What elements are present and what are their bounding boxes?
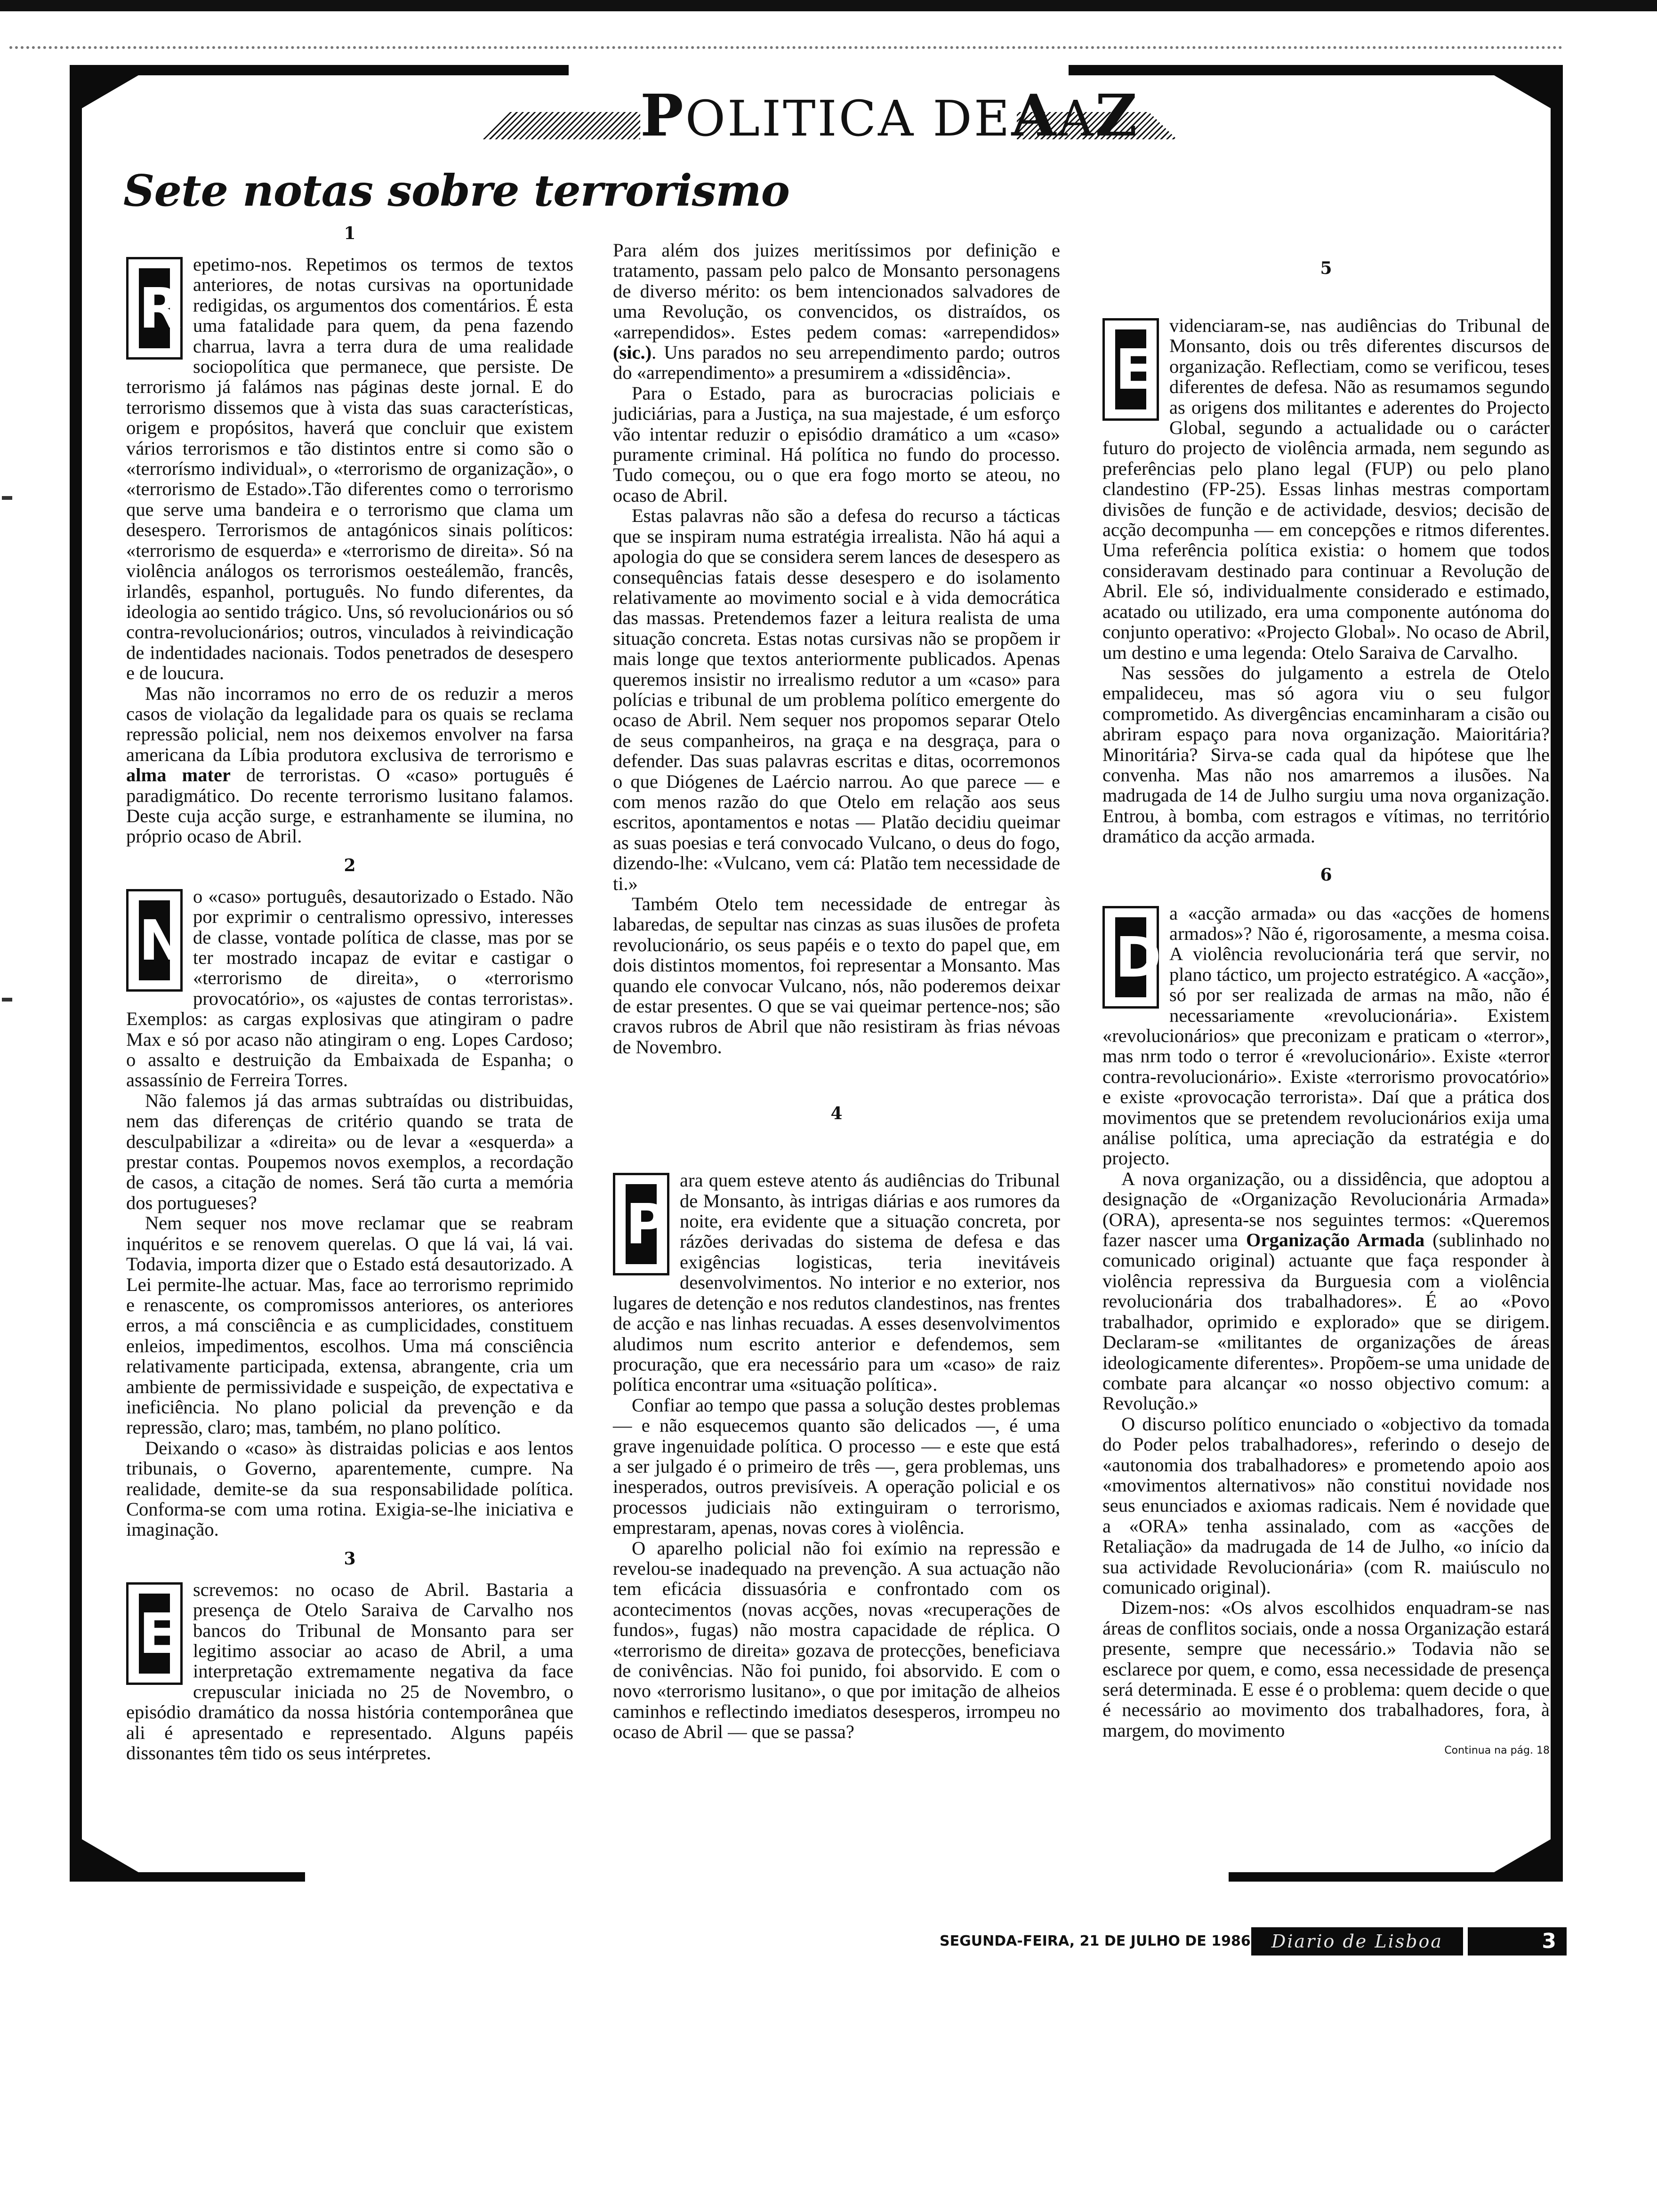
drop-cap-letter: E	[139, 1594, 170, 1674]
paragraph-text: de terroristas. O «caso» português é paradigmático. Do recente terrorismo lusitano falamos. Deste cuja acção surge, e estranhamente se ilumina, no próprio ocaso de Abril.	[126, 764, 573, 847]
drop-cap-letter: R	[139, 268, 170, 348]
frame-top-right-bar	[1069, 65, 1563, 75]
newspaper-name: Diario de Lisboa	[1251, 1927, 1463, 1956]
frame-bottom-right-bar	[1229, 1872, 1563, 1882]
paragraph-text: A nova organização, ou a dissidência, que adoptou a designação de «Organização Revolucionária Armada» (ORA), apresenta-se nos seguintes termos: «Queremos fazer nascer uma	[1102, 1168, 1550, 1251]
frame-corner-triangle	[82, 75, 138, 108]
paragraph: O discurso político enunciado o «objectivo da tomada do Poder pelos trabalhadores», referindo o desejo de «autonomia dos trabalhadores» e prometendo apoio aos «movimentos alternativos» não constitui novidade nos seus enunciados e axiomas radicais. Nem é novidade que a «ORA» tenha assinalado, com as «acções de Retaliação» da madrugada de 14 de Julho, «o início da sua actividade Revolucionária» (com R. maiúsculo no comunicado original).	[1102, 1413, 1550, 1598]
paragraph	[126, 1579, 573, 1763]
emphasis-text: (sic.)	[613, 342, 652, 363]
frame-top-left-bar	[70, 65, 569, 75]
frame-right-bar	[1551, 66, 1563, 1873]
paragraph: Para o Estado, para as burocracias policiais e judiciárias, para a Justiça, na sua majestade, é um esforço vão intentar reduzir o episódio dramático a um «caso» puramente criminal. Há política no fundo do processo. Tudo começou, ou o que era fogo morto se ateou, no ocaso de Abril.	[613, 382, 1060, 506]
paragraph: Estas palavras não são a defesa do recurso a tácticas que se inspiram numa estratégia irrealista. Não há aqui a apologia do que se considera serem lances de desespero as consequências fatais desse desespero e do isolamento relativamente ao movimento social e à vida democrática das massas. Pretendemos fazer a leitura realista de uma situação concreta. Estas notas cursivas não se propõem ir mais longe que textos anteriormente publicados. Apenas queremos insistir no irrealismo redutor a um «caso» para polícias e tribunal de um problema político emergente do ocaso de Abril. Nem sequer nos propomos separar Otelo de seus companheiros, na graça e na desgraça, para o defender. Das suas palavras escritas e ditas, ocorremonos o que Diógenes de Laércio narrou. Ao que parece — e com menos razão do que Otelo em relação aos seus escritos, apontamentos e notas — Platão decidiu queimar as suas poesias e terá convocado Vulcano, o deus do fogo, dizendo-lhe: «Vulcano, vem cá: Platão tem necessidade de ti.»	[613, 505, 1060, 894]
paragraph	[613, 240, 1060, 383]
text-column-1	[126, 224, 573, 1764]
paragraph	[613, 1170, 1060, 1395]
drop-cap	[1102, 318, 1159, 421]
drop-cap-letter: N	[139, 900, 170, 980]
paragraph-text: screvemos: no ocaso de Abril. Bastaria a presença de Otelo Saraiva de Carvalho nos bancos do Tribunal de Monsanto para ser legitimo associar ao acaso de Abril, a uma interpretação extremamente negativa da face crepuscular iniciada no 25 de Novembro, o episódio dramático da nossa história contemporânea que ali é apresentado e representado. Alguns papéis dissonantes têm tido os seus intérpretes.	[126, 1579, 573, 1764]
paragraph: Deixando o «caso» às distraidas policias e aos lentos tribunais, o Governo, aparentemente, cumpre. Na realidade, demite-se da sua responsabilidade política. Conforma-se com uma rotina. Exigia-se-lhe iniciativa e imaginação.	[126, 1437, 573, 1540]
top-scan-border	[0, 0, 1657, 11]
paragraph: Não falemos já das armas subtraídas ou distribuidas, nem das diferenças de critério quando se trata de desculpabilizar a «direita» ou de levar a «esquerda» a prestar contas. Poupemos novos exemplos, a recordação de casos, a citação de nomes. Será tão curta a memória dos portugueses?	[126, 1090, 573, 1213]
section-number: 4	[830, 1104, 843, 1124]
scan-tick-mark	[2, 998, 12, 1002]
text-column-3	[1102, 240, 1550, 1759]
section-number: 3	[344, 1548, 356, 1569]
paragraph	[1102, 903, 1550, 1169]
masthead-letter: A	[1058, 90, 1095, 147]
paragraph	[126, 254, 573, 683]
paragraph: Nem sequer nos move reclamar que se reabram inquéritos e se renovem querelas. O que lá vai, lá vai. Todavia, importa dizer que o Estado está desautorizado. A Lei permite-lhe actuar. Mas, face ao terrorismo reprimido e renascente, os compromissos anteriores, os anteriores erros, a má consciência e as cumplicidades, constituem enleios, impedimentos, escolhos. Uma má consciência relativamente participada, extensa, abrangente, cria um ambiente de permissividade e suspeição, de expectativa e ineficiência. No plano policial da prevenção e da repressão, claro; mas, também, no plano político.	[126, 1212, 573, 1438]
frame-corner-triangle	[82, 1839, 138, 1872]
drop-cap	[126, 257, 183, 360]
scan-tick-mark	[2, 496, 12, 500]
paragraph	[1102, 1169, 1550, 1414]
paragraph-text: . Uns parados no seu arrependimento pardo; outros do «arrependimento» a presumirem a «dissidência».	[613, 342, 1060, 384]
issue-date: SEGUNDA-FEIRA, 21 DE JULHO DE 1986	[940, 1933, 1251, 1949]
paragraph-text: o «caso» português, desautorizado o Estado. Não por exprimir o centralismo opressivo, interesses de classe, vontade política de classe, mas por se ter mostrado incapaz de evitar e castigar o «terrorismo de direita», o «terrorismo provocatório», os «ajustes de contas terroristas». Exemplos: as cargas explosivas que atingiram o padre Max e só por acaso não atingiram o eng. Lopes Cardoso; o assalto e destruição da Embaixada de Espanha; o assassínio de Ferreira Torres.	[126, 885, 573, 1091]
dotted-rule	[9, 46, 1563, 49]
section-number: 2	[344, 855, 356, 875]
section-number: 5	[1320, 258, 1332, 278]
article-headline: Sete notas sobre terrorismo	[123, 165, 789, 216]
paragraph: O aparelho policial não foi exímio na repressão e revelou-se inadequado na prevenção. A sua actuação não tem eficácia dissuasória e confrontado com os acontecimentos (novas acções, novas «recuperações de fundos», fugas) não mostra capacidade de réplica. O «terrorismo de direita» gozava de protecções, beneficiava de conivências. Não foi punido, foi absorvido. E com o novo «terrorismo lusitano», o que por imitação de alheios caminhos e reflectindo imediatos desesperos, irrompeu no ocaso de Abril — que se passa?	[613, 1537, 1060, 1743]
paragraph: Nas sessões do julgamento a estrela de Otelo empalideceu, mas só agora viu o seu fulgor comprometido. As divergências encaminharam a cisão ou abriram espaço para nova organização. Maioritária? Minoritária? Sirva-se cada qual da hipótese que lhe convenha. Mas não nos amarremos a ilusões. Na madrugada de 14 de Julho surgiu uma nova organização. Entrou, à bomba, com estragos e vítimas, no território dramático da acção armada.	[1102, 662, 1550, 847]
page-number: 3	[1468, 1927, 1567, 1956]
section-number: 1	[344, 224, 356, 243]
frame-bottom-left-bar	[70, 1872, 305, 1882]
paragraph-text: a «acção armada» ou das «acções de homens armados»? Não é, rigorosamente, a mesma coisa. A violência revolucionária terá que servir, no plano táctico, um projecto estratégico. A «acção», só por ser realizada de armas na mão, não é necessariamente «revolucionária». Existem «revolucionários» que preconizam e praticam o «terror», mas nrm todo o terror é «revolucionário». Existe «terror contra-revolucionário». Existe «terrorismo provocatório» e existe «provocação terrorista». Daí que a prática dos movimentos que se pretendem revolucionários exija uma análise política, uma apreciação da estratégia e do projecto.	[1102, 902, 1550, 1169]
drop-cap	[613, 1173, 669, 1275]
masthead-letter: A	[1011, 81, 1058, 149]
section-number: 6	[1320, 865, 1332, 885]
paragraph: Confiar ao tempo que passa a solução destes problemas — e não esquecemos quanto são delicados —, é uma grave ingenuidade política. O processo — e este que está a ser julgado é o primeiro de três —, gera problemas, uns inesperados, outros previsíveis. A operação policial e os processos judiciais não extinguiram o terrorismo, emprestaram, apenas, novas cores à violência.	[613, 1394, 1060, 1539]
drop-cap	[126, 1582, 183, 1685]
paragraph	[126, 886, 573, 1090]
drop-cap	[126, 889, 183, 992]
text-column-2	[613, 240, 1060, 1742]
masthead-word: OLITICA DE	[685, 90, 1012, 147]
masthead-title	[640, 81, 1139, 149]
paragraph: Dizem-nos: «Os alvos escolhidos enquadram-se nas áreas de conflitos sociais, onde a nossa Organização estará presente, sempre que necessário.» Todavia não se esclarece por quem, e como, essa necessidade de presença será determinada. E esse é o problema: quem decide o que é necessário ao movimento dos trabalhadores, fora, à margem, do movimento	[1102, 1597, 1550, 1741]
drop-cap-letter: E	[1115, 329, 1146, 409]
paragraph-text: Mas não incorramos no erro de os reduzir a meros casos de violação da legalidade para os quais se reclama repressão policial, nem nos deixemos envolver na farsa americana da Líbia produtora exclusiva de terrorismo e	[126, 682, 573, 765]
section-masthead	[480, 81, 1177, 149]
paragraph	[126, 683, 573, 847]
page-footer	[940, 1927, 1570, 1956]
frame-corner-triangle	[1494, 1839, 1551, 1872]
paragraph-text: videnciaram-se, nas audiências do Tribunal de Monsanto, dois ou três diferentes discursos de organização. Reflectiam, como se verificou, teses diferentes de defesa. Não as resumamos segundo as origens dos militantes e aderentes do Projecto Global, segundo a actualidade ou o carácter futuro do projecto de violência armada, nem segundo as preferências pelo plano legal (FUP) ou pelo plano clandestino (FP-25). Essas linhas mestras comportam divisões de função e de actividade, desvios; decisão de acção decompunha — em concepções e ritmos diferentes. Uma referência política existia: o homem que todos consideravam destinado para continuar a Revolução de Abril. Ele só, individualmente considerado e estimado, acatado ou utilizado, era uma componente autónoma do conjunto operativo: «Projecto Global». No ocaso de Abril, um destino e uma legenda: Otelo Saraiva de Carvalho.	[1102, 315, 1550, 663]
emphasis-text: alma mater	[126, 764, 231, 786]
continued-note: Continua na pág. 18	[1444, 1745, 1550, 1757]
paragraph-text: Para além dos juizes meritíssimos por definição e tratamento, passam pelo palco de Monsanto personagens de diverso mérito: os bem intencionados salvadores de uma Revolução, os convencidos, os distraídos, os «arrependidos». Estes pedem comas: «arrependidos»	[613, 240, 1060, 343]
paragraph: Também Otelo tem necessidade de entregar às labaredas, de sepultar nas cinzas as suas ilusões de profeta revolucionário, os seus papéis e o texto do papel que, em dois distintos momentos, foi representar a Monsanto. Mas quando ele convocar Vulcano, nós, não poderemos deixar de estar presentes. O que se vai queimar pertence-nos; são cravos rubros de Abril que não resistiram às frias névoas de Novembro.	[613, 893, 1060, 1058]
frame-left-bar	[70, 66, 82, 1873]
masthead-letter: P	[640, 81, 685, 149]
drop-cap-letter: D	[1115, 917, 1146, 997]
paragraph-text: epetimo-nos. Repetimos os termos de textos anteriores, de notas cursivas na oportunidade redigidas, os argumentos dos comentários. É esta uma fatalidade para quem, da pena fazendo charrua, lavra a terra dura de uma realidade sociopolítica que permanece, que persiste. De terrorismo já falámos nas páginas deste jornal. E do terrorismo dissemos que à vista das suas características, origem e propósitos, haverá que concluir que existem vários terrorismos e tão distintos entre si como são o «terrorísmo individual», o «terrorismo de organização», o «terrorismo de Estado».Tão diferentes como o terrorismo que serve uma bandeira e o terrorismo que clama um desespero. Terrorismos de antagónicos sinais políticos: «terrorismo de esquerda» e «terrorismo de direita». Só na violência análogos os terrorismos oesteálemão, francês, irlandês, espanhol, português. No fundo diferentes, da ideologia ao sentido trágico. Uns, só revolucionários ou só contra-revolucionários; outros, vinculados à reivindicação de indentidades nacionais. Todos penetrados de desespero e de loucura.	[126, 254, 573, 684]
paragraph	[1102, 315, 1550, 663]
masthead-letter: Z	[1095, 81, 1139, 149]
drop-cap-letter: P	[626, 1184, 657, 1264]
drop-cap	[1102, 906, 1159, 1009]
paragraph-text: ara quem esteve atento ás audiências do Tribunal de Monsanto, às intrigas diárias e aos rumores da noite, era evidente que a situação concreta, por rázões derivadas do sistema de defesa e das exigências logisticas, teria inevitáveis desenvolvimentos. No interior e no exterior, nos lugares de detenção e nos redutos clandestinos, nas frentes de acção e nas linhas recuadas. A esses desenvolvimentos aludimos num escrito anterior e defendemos, sem procuração, que era necessário para um «caso» de raiz política encontrar uma «situação política».	[613, 1170, 1060, 1395]
emphasis-text: Organização Armada	[1246, 1229, 1425, 1251]
paragraph-text: (sublinhado no comunicado original) actuante que faça responder à violência repressiva da Burguesia com a violência revolucionária dos trabalhadores». É ao «Povo trabalhador, oprimido e explorado» que se dirigem. Declaram-se «militantes de organizações de áreas ideologicamente diferentes». Propõem-se uma unidade de combate para alcançar «o nosso objectivo comum: a Revolução.»	[1102, 1229, 1550, 1414]
frame-corner-triangle	[1494, 75, 1551, 108]
